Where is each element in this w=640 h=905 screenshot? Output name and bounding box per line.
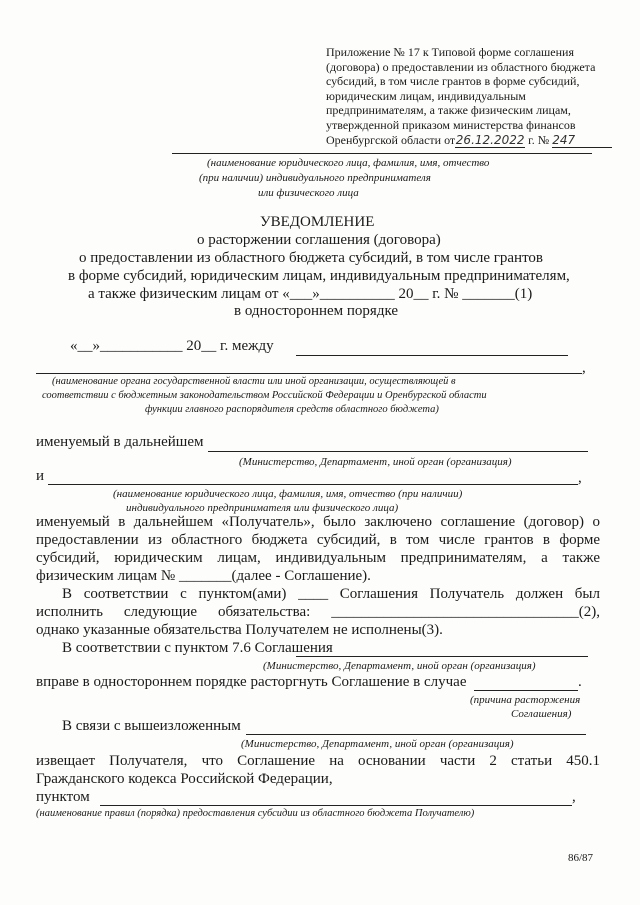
header-line: утвержденной приказом министерства финансов — [326, 118, 576, 132]
p4-line — [474, 690, 578, 691]
title-line: о предоставлении из областного бюджета субсидий, в том числе грантов — [79, 250, 544, 266]
p5-line — [246, 734, 586, 735]
p3-caption: (Министерство, Департамент, иной орган (организация) — [263, 660, 536, 672]
p3-line — [296, 656, 588, 657]
org-caption: соответствии с бюджетным законодательством Российской Федерации и Оренбургской области — [42, 390, 487, 401]
title-line: в одностороннем порядке — [234, 303, 399, 319]
body-line: однако указанные обязательства Получателем не исполнены(3). — [36, 622, 443, 638]
p7-comma: , — [572, 789, 576, 805]
title-line: в форме субсидий, юридическим лицам, индивидуальным предпринимателям, — [68, 268, 570, 284]
between-line — [296, 355, 568, 356]
header-line-last — [326, 133, 612, 149]
body-line: В связи с вышеизложенным — [62, 718, 241, 734]
header-number-label: г. № — [528, 132, 550, 147]
header-line: (договора) о предоставлении из областного бюджета — [326, 59, 596, 74]
p4-caption: (причина расторжения — [470, 694, 581, 706]
body-line: физическим лицам № _______(далее - Соглашение). — [36, 568, 371, 584]
p4-caption: Соглашения) — [511, 708, 572, 720]
header-date-prefix: Оренбургской области от — [326, 132, 456, 147]
p5-caption: (Министерство, Департамент, иной орган (организация) — [241, 738, 514, 750]
p7-caption: (наименование правил (порядка) предоставления субсидии из областного бюджета Получателю) — [36, 808, 475, 819]
p4-dot: . — [578, 674, 582, 690]
title-line: о расторжении соглашения (договора) — [197, 232, 441, 248]
and-caption: (наименование юридического лица, фамилия, имя, отчество (при наличии) — [113, 488, 463, 500]
recipient-caption: (наименование юридического лица, фамилия, имя, отчество — [207, 157, 490, 169]
hereinafter-caption: (Министерство, Департамент, иной орган (организация) — [239, 456, 512, 468]
handwritten-date: 26.12.2022 — [455, 132, 525, 147]
recipient-caption: (при наличии) индивидуального предпринимателя — [199, 172, 431, 184]
org-comma: , — [582, 360, 586, 376]
body-line: исполнить следующие обязательства: _________________________________(2), — [36, 604, 600, 620]
and-label: и — [36, 468, 45, 484]
body-line: именуемый в дальнейшем «Получатель», было заключено соглашение (договор) о — [36, 514, 600, 530]
org-caption: (наименование органа государственной власти или иной организации, осуществляющей в — [52, 376, 456, 387]
body-line: субсидий, юридическим лицам, индивидуальным предпринимателям, а также — [36, 550, 600, 566]
title-line: а также физическим лицам от «___»__________ 20__ г. № _______(1) — [88, 286, 533, 302]
org-name-line — [36, 373, 582, 374]
body-line: вправе в одностороннем порядке расторгнуть Соглашение в случае — [36, 674, 467, 690]
recipient-line — [172, 153, 592, 154]
body-line: В соответствии с пунктом 7.6 Соглашения — [62, 640, 333, 656]
p7-line — [100, 805, 572, 806]
org-caption: функции главного распорядителя средств областного бюджета) — [145, 404, 439, 415]
header-line: Приложение № 17 к Типовой форме соглашения — [326, 45, 574, 59]
recipient-caption: или физического лица — [258, 187, 359, 199]
header-line: юридическим лицам, индивидуальным — [326, 88, 526, 103]
handwritten-number: 247 — [552, 133, 612, 149]
header-line: предпринимателям, а также физическим лицам, — [326, 103, 571, 118]
between-date: «__»___________ 20__ г. между — [70, 338, 274, 354]
body-line: В соответствии с пунктом(ами) ____ Соглашения Получатель должен был — [62, 586, 600, 602]
header-line: субсидий, в том числе грантов в форме субсидий, — [326, 74, 580, 89]
and-caption: индивидуального предпринимателя или физического лица) — [126, 502, 399, 514]
notice-heading: УВЕДОМЛЕНИЕ — [260, 214, 375, 230]
body-line: Гражданского кодекса Российской Федерации, — [36, 771, 333, 787]
hereinafter-line — [208, 451, 588, 452]
and-comma: , — [578, 470, 582, 486]
body-line: предоставлении из областного бюджета субсидий, в том числе грантов в форме — [36, 532, 600, 548]
body-line: пунктом — [36, 789, 90, 805]
hereinafter-label: именуемый в дальнейшем — [36, 434, 204, 450]
and-line — [48, 484, 578, 485]
page-number: 86/87 — [568, 852, 594, 864]
body-line: извещает Получателя, что Соглашение на основании части 2 статьи 450.1 — [36, 753, 600, 769]
